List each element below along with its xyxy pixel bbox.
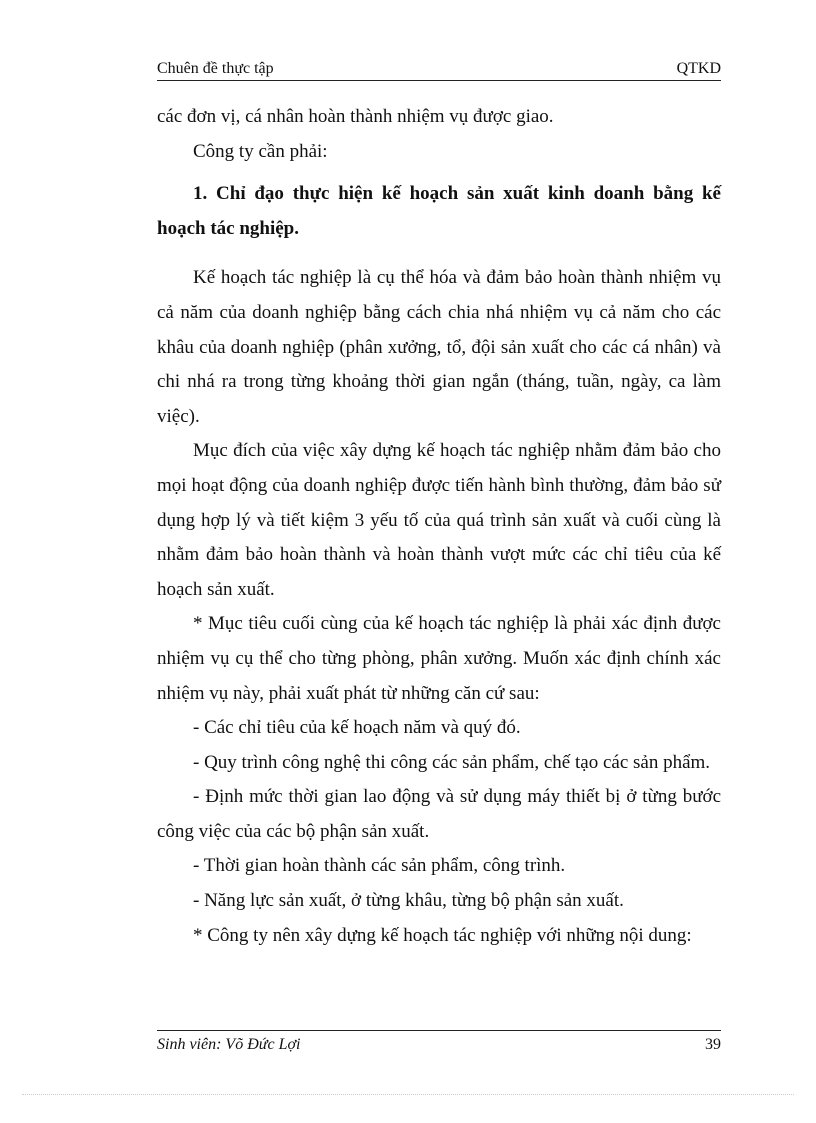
header-title: Chuên đề thực tập — [157, 60, 274, 77]
paragraph-intro: Công ty cần phải: — [193, 140, 328, 162]
bullet-item: - Thời gian hoàn thành các sản phẩm, công trình. — [193, 855, 566, 877]
footer-student: Sinh viên: Võ Đức Lợi — [157, 1036, 301, 1053]
page-break-divider — [22, 1094, 794, 1095]
paragraph-purpose: Mục đích của việc xây dựng kế hoạch tác nghiệp nhằm đảm bảo cho mọi hoạt động của doanh nghiệp được tiến hành bình thường, đảm bảo sử dụng hợp lý và tiết kiệm 3 yếu tố của quá trình sản xuất và cuối cùng là nhằm đảm bảo hoàn thành và hoàn thành vượt mức các chỉ tiêu của kế hoạch sản xuất. — [157, 440, 721, 600]
paragraph-definition: Kế hoạch tác nghiệp là cụ thể hóa và đảm bảo hoàn thành nhiệm vụ cả năm của doanh nghiệp bằng cách chia nhá nhiệm vụ cả năm cho các khâu của doanh nghiệp (phân xưởng, tổ, đội sản xuất cho các cá nhân) và chi nhá ra trong từng khoảng thời gian ngắn (tháng, tuần, ngày, ca làm việc). — [157, 267, 721, 427]
page-footer — [157, 1030, 721, 1055]
bullet-item: - Quy trình công nghệ thi công các sản phẩm, chế tạo các sản phẩm. — [193, 751, 711, 773]
paragraph-content: * Công ty nên xây dựng kế hoạch tác nghiệp với những nội dung: — [193, 924, 692, 946]
header-subject: QTKD — [676, 60, 721, 77]
page-header — [157, 58, 721, 81]
bullet-item: - Năng lực sản xuất, ở từng khâu, từng bộ phận sản xuất. — [193, 890, 624, 912]
document-body — [157, 100, 721, 953]
page-number: 39 — [705, 1036, 721, 1053]
bullet-item: - Định mức thời gian lao động và sử dụng máy thiết bị ở từng bước công việc của các bộ phận sản xuất. — [157, 786, 721, 842]
section-heading: 1. Chỉ đạo thực hiện kế hoạch sản xuất kinh doanh bằng kế hoạch tác nghiệp. — [157, 183, 721, 239]
paragraph-continuation: các đơn vị, cá nhân hoàn thành nhiệm vụ được giao. — [157, 106, 554, 127]
paragraph-goal: * Mục tiêu cuối cùng của kế hoạch tác nghiệp là phải xác định được nhiệm vụ cụ thể cho từng phòng, phân xưởng. Muốn xác định chính xác nhiệm vụ này, phải xuất phát từ những căn cứ sau: — [157, 613, 721, 704]
bullet-item: - Các chỉ tiêu của kế hoạch năm và quý đó. — [193, 717, 521, 739]
